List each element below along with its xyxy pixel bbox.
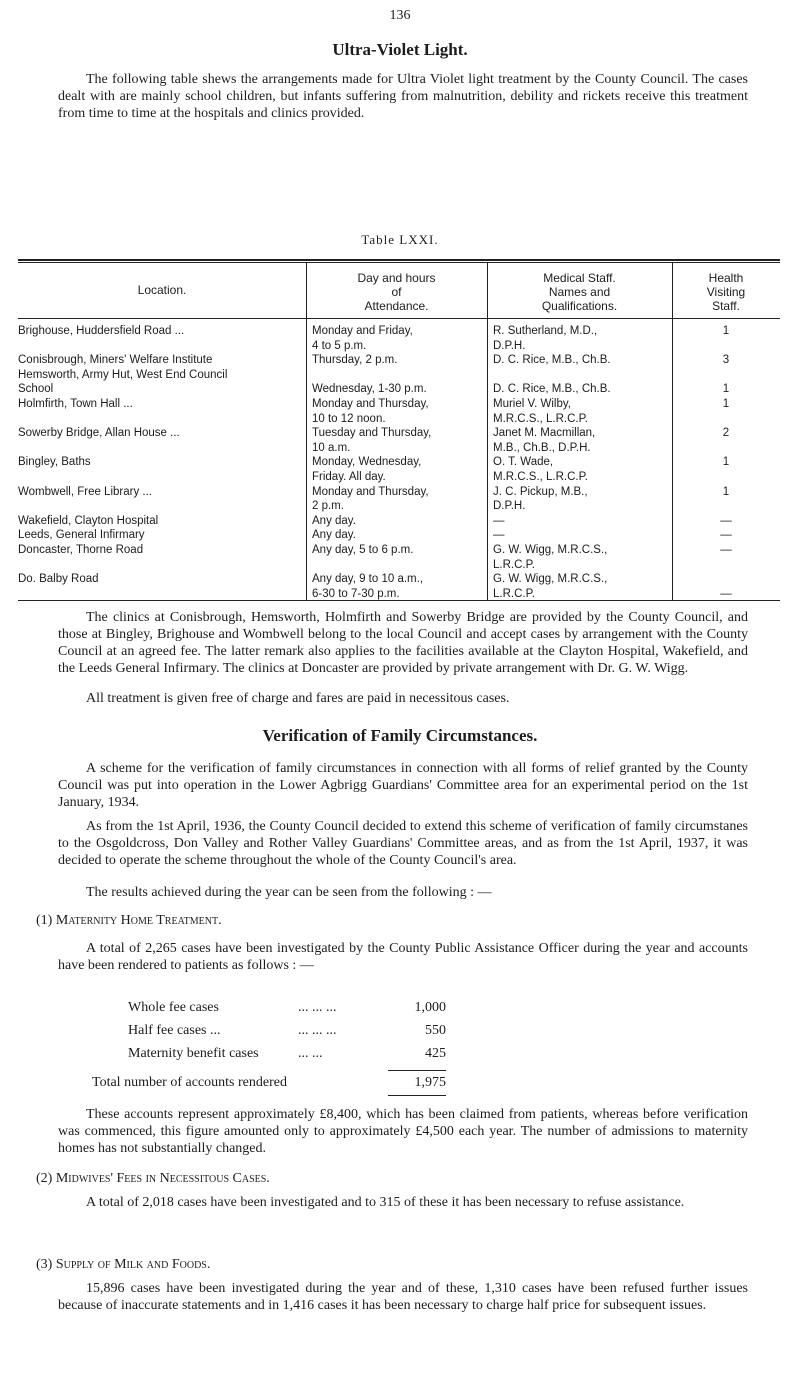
fee-row-leader: ... ... [298,1046,323,1061]
table-cell-hv: 1 [722,398,730,410]
table-cell-hv: 1 [722,383,730,396]
header-day-hours: Day and hours of Attendance. [357,271,436,313]
fee-row-label: Maternity benefit cases [128,1046,259,1061]
fee-row-leader: ... ... ... [298,1023,337,1038]
table-cell-staff: M.B., Ch.B., D.P.H. [493,441,591,454]
verification-paragraph-2: As from the 1st April, 1936, the County Council decided to extend this scheme of verification of family circumstanes to the Osgoldcross, Don Valley and Rother Valley Guardians' Committee areas, and as from the 1st April, 1937, it was decided to operate the scheme throughout the whole of the County Council's area. [58,819,748,868]
table-cell-day: 6-30 to 7-30 p.m. [312,587,400,600]
table-cell-location: Bingley, Baths [18,456,91,469]
table-cell-staff: — [493,529,505,542]
table-cell-hv: — [720,587,732,600]
header-medical-staff: Medical Staff. Names and Qualifications. [541,271,618,313]
table-cell-day: Any day, 5 to 6 p.m. [312,544,414,556]
table-top-rule [18,259,780,261]
table-top-rule-2 [18,262,780,263]
table-cell-hv: 1 [722,456,730,469]
fee-row-label: Whole fee cases [128,1000,219,1015]
table-cell-staff: R. Sutherland, M.D., [493,325,598,337]
fee-row-value: 425 [425,1046,446,1061]
fee-row-value: 1,000 [414,1000,446,1015]
table-cell-day: Any day, 9 to 10 a.m., [312,573,424,586]
table-cell-location: Wombwell, Free Library ... [18,485,152,498]
table-cell-staff: D.P.H. [493,339,526,352]
fee-total-label: Total number of accounts rendered [92,1075,287,1090]
table-cell-day: 10 to 12 noon. [312,412,386,425]
page-number: 136 [389,8,411,23]
table-cell-day: Any day. [312,514,356,527]
table-cell-staff: O. T. Wade, [493,456,554,469]
table-cell-day: 4 to 5 p.m. [312,339,367,352]
table-cell-staff: L.R.C.P. [493,558,535,571]
table-cell-staff: Muriel V. Wilby, [493,398,571,410]
table-cell-day: Thursday, 2 p.m. [312,354,398,367]
table-cell-staff: J. C. Pickup, M.B., [493,485,588,498]
fee-total-underline [388,1095,446,1096]
free-treatment-paragraph: All treatment is given free of charge and fares are paid in necessitous cases. [86,691,510,706]
table-cell-hv: 1 [722,485,730,498]
table-cell-staff: G. W. Wigg, M.R.C.S., [493,544,608,556]
table-cell-location: Hemsworth, Army Hut, West End Council [18,368,228,381]
table-cell-location: Conisbrough, Miners' Welfare Institute [18,354,213,367]
table-cell-day: Wednesday, 1-30 p.m. [312,383,427,396]
fee-row-leader: ... ... ... [298,1000,337,1015]
fee-row-label: Half fee cases ... [128,1023,221,1038]
table-cell-hv: — [720,514,732,527]
table-cell-hv: 2 [722,427,730,440]
table-cell-staff: — [493,514,505,527]
table-cell-location: Wakefield, Clayton Hospital [18,514,159,527]
fee-total-rule [388,1070,446,1071]
table-cell-staff: D.P.H. [493,500,526,513]
header-health-visiting: Health Visiting Staff. [706,271,746,313]
section-1-text: A total of 2,265 cases have been investigated by the County Public Assistance Officer during the year and accounts have been rendered to patients as follows : — [58,941,748,973]
header-location: Location. [137,283,187,297]
table-cell-location: Brighouse, Huddersfield Road ... [18,325,185,337]
table-cell-day: Monday and Friday, [312,325,413,337]
section-3-text: 15,896 cases have been investigated during the year and of these, 1,310 cases have been refused further issues because of inaccurate statements and in 1,416 cases it has been necessary to charge half price for subsequent issues. [58,1281,748,1313]
table-cell-location: School [18,383,54,396]
table-cell-hv: — [720,529,732,542]
table-cell-staff: L.R.C.P. [493,587,535,600]
table-cell-hv: — [720,544,732,556]
section-1-after: These accounts represent approximately £8,400, which has been claimed from patients, whereas before verification was commenced, this figure amounted only to approximately £4,500 each year. The number of admissions to maternity homes has not substantially changed. [58,1107,748,1156]
table-cell-hv: 3 [722,354,730,367]
table-cell-day: Monday, Wednesday, [312,456,422,469]
table-header-rule [18,318,780,319]
table-caption: Table LXXI. [361,232,439,247]
section-2-text: A total of 2,018 cases have been investigated and to 315 of these it has been necessary to refuse assistance. [86,1195,685,1210]
fee-row-value: 550 [425,1023,446,1038]
table-cell-location: Sowerby Bridge, Allan House ... [18,427,180,440]
verification-paragraph-1: A scheme for the verification of family circumstances in connection with all forms of relief granted by the County Council was put into operation in the Lower Agbrigg Guardians' Committee area for an experimental period on the 1st January, 1934. [58,761,748,810]
clinics-paragraph: The clinics at Conisbrough, Hemsworth, Holmfirth and Sowerby Bridge are provided by the County Council, and those at Bingley, Brighouse and Wombwell belong to the local Council and accept cases by arrangement with the County Council at an agreed fee. The latter remark also applies to the facilities available at the Clayton Hospital, Wakefield, and the Leeds General Infirmary. The clinics at Doncaster are provided by private arrangement with Dr. G. W. Wigg. [58,610,748,676]
table-cell-day: Any day. [312,529,356,542]
table-cell-location: Doncaster, Thorne Road [18,544,144,556]
table-cell-hv: 1 [722,325,730,337]
fee-total-value: 1,975 [414,1075,446,1090]
section-1-heading: (1) Maternity Home Treatment. [36,913,222,928]
table-cell-day: Tuesday and Thursday, [312,427,432,440]
section-title-verification: Verification of Family Circumstances. [262,726,538,745]
section-title-ultra-violet: Ultra-Violet Light. [332,40,468,59]
section-2-heading: (2) Midwives' Fees in Necessitous Cases. [36,1171,270,1186]
table-cell-day: 2 p.m. [312,500,344,513]
table-cell-staff: M.R.C.S., L.R.C.P. [493,412,589,425]
table-cell-staff: Janet M. Macmillan, [493,427,596,440]
section-3-heading: (3) Supply of Milk and Foods. [36,1257,211,1272]
table-cell-day: Monday and Thursday, [312,485,429,498]
table-cell-staff: M.R.C.S., L.R.C.P. [493,471,589,483]
table-cell-staff: D. C. Rice, M.B., Ch.B. [493,354,611,367]
table-cell-location: Leeds, General Infirmary [18,529,145,542]
table-cell-location: Holmfirth, Town Hall ... [18,398,133,410]
results-intro: The results achieved during the year can be seen from the following : — [86,885,492,900]
table-cell-day: Friday. All day. [312,471,386,483]
table-cell-day: 10 a.m. [312,441,351,454]
table-cell-staff: G. W. Wigg, M.R.C.S., [493,573,608,586]
intro-paragraph: The following table shews the arrangements made for Ultra Violet light treatment by the County Council. The cases dealt with are mainly school children, but infants suffering from malnutrition, debility and rickets receive this treatment from time to time at the hospitals and clinics provided. [58,72,748,121]
table-cell-staff: D. C. Rice, M.B., Ch.B. [493,383,611,396]
table-cell-day: Monday and Thursday, [312,398,429,410]
table-cell-location: Do. Balby Road [18,573,99,586]
